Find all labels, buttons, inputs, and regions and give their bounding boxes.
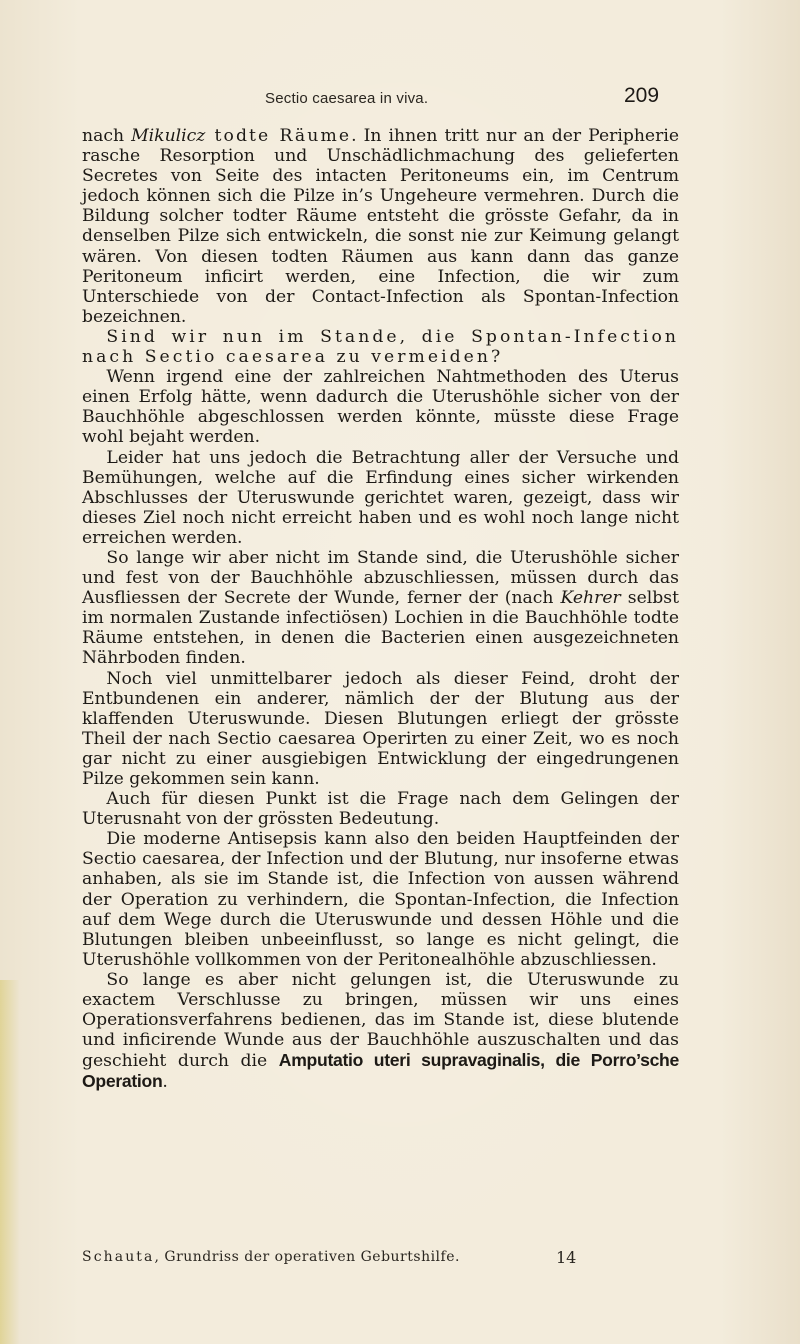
paragraph-4-part-1: So lange wir aber nicht im Stande sind, die Uterushöhle sicher und fest von der Bauchhöhle abzuschliessen, müssen durch das Ausfliessen der Secrete der Wunde, ferner der (nach bbox=[82, 547, 679, 609]
paper-stain bbox=[0, 980, 20, 1344]
paragraph-1-part-2: . In ihnen tritt nur an der Peripherie rasche Resorption und Unschädlichmachung des gelieferten Secretes von Seite des intacten Peritoneums ein, im Centrum jedoch können sich die Pilze in’s Ungeheure vermehren. Durch die Bildung solcher todter Räume entsteht die grösste Gefahr, da in denselben Pilze sich entwickeln, die sonst nie zur Keimung gelangt wären. Von diesen todten Räumen aus kann dann das ganze Peritoneum inficirt werden, eine Infection, die wir zum Unterschiede von der Contact-Infection als Spontan-Infection bezeichnen. bbox=[82, 126, 679, 327]
paragraph-8-part-2: . bbox=[162, 1072, 168, 1093]
emphasis-porro-operation: Amputatio uteri supravaginalis, die Porro’sche Operation bbox=[82, 1050, 679, 1092]
emphasis-todte-raeume: todte Räume bbox=[205, 126, 352, 146]
paragraph-4-part-2: selbst im normalen Zustande infectiösen) Lochien in die Bauchhöhle todte Räume entstehen, in denen die Bacterien einen ausgezeichneten Nährboden finden. bbox=[82, 588, 679, 669]
paragraph-5: Noch viel unmittelbarer jedoch als dieser Feind, droht der Entbundenen ein anderer, nämlich der der Blutung aus der klaffenden Uteruswunde. Diesen Blutungen erliegt der grösste Theil der nach Sectio caesarea Operirten zu einer Zeit, wo es noch gar nicht zu einer ausgiebigen Entwicklung der eingedrungenen Pilze gekommen sein kann. bbox=[82, 668, 679, 789]
paragraph-1-part-1: nach bbox=[82, 126, 132, 146]
footer-reference bbox=[82, 1249, 460, 1265]
paragraph-7: Die moderne Antisepsis kann also den beiden Hauptfeinden der Sectio caesarea, der Infection und der Blutung, nur insoferne etwas anhaben, als sie im Stande ist, die Infection von aussen während der Operation zu verhindern, die Spontan-Infection, die Infection auf dem Wege durch die Uteruswunde und dessen Höhle und die Blutungen bleiben unbeeinflusst, so lange es nicht gelingt, die Uterushöhle vollkommen von der Peritonealhöhle abzuschliessen. bbox=[82, 829, 679, 970]
section-question: Sind wir nun im Stande, die Spontan-Infection nach Sectio caesarea zu vermeiden? bbox=[82, 326, 679, 368]
running-title: Sectio caesarea in viva. bbox=[265, 90, 429, 107]
paragraph-1 bbox=[82, 126, 679, 327]
paragraph-4 bbox=[82, 548, 679, 669]
paragraph-8 bbox=[82, 970, 679, 1093]
author-mikulicz: Mikulicz bbox=[131, 126, 206, 146]
paragraph-3: Leider hat uns jedoch die Betrachtung aller der Versuche und Bemühungen, welche auf die Erfindung eines sicher wirkenden Abschlusses der Uteruswunde gerichtet waren, gezeigt, dass wir dieses Ziel noch nicht erreicht haben und es wohl noch lange nicht erreichen werden. bbox=[82, 447, 679, 548]
page-footer bbox=[82, 1249, 679, 1273]
paragraph-8-part-1: So lange es aber nicht gelungen ist, die Uteruswunde zu exactem Verschlusse zu bringen, müssen wir uns eines Operationsverfahrens bedienen, das im Stande ist, diese blutende und inficirende Wunde aus der Bauchhöhle auszuschalten und das geschieht durch die bbox=[82, 969, 679, 1072]
signature-mark: 14 bbox=[556, 1248, 577, 1267]
paragraph-6: Auch für diesen Punkt ist die Frage nach dem Gelingen der Uterusnaht von der grössten Bedeutung. bbox=[82, 789, 679, 830]
body-text bbox=[82, 126, 679, 1093]
page-header bbox=[0, 84, 800, 114]
page-number: 209 bbox=[624, 84, 660, 107]
author-kehrer: Kehrer bbox=[560, 588, 621, 609]
footer-author: Schauta bbox=[82, 1249, 155, 1265]
footer-title: , Grundriss der operativen Geburtshilfe. bbox=[154, 1249, 460, 1265]
paragraph-2: Wenn irgend eine der zahlreichen Nahtmethoden des Uterus einen Erfolg hätte, wenn dadurch die Uterushöhle sicher von der Bauchhöhle abgeschlossen werden könnte, müsste diese Frage wohl bejaht werden. bbox=[82, 367, 679, 448]
